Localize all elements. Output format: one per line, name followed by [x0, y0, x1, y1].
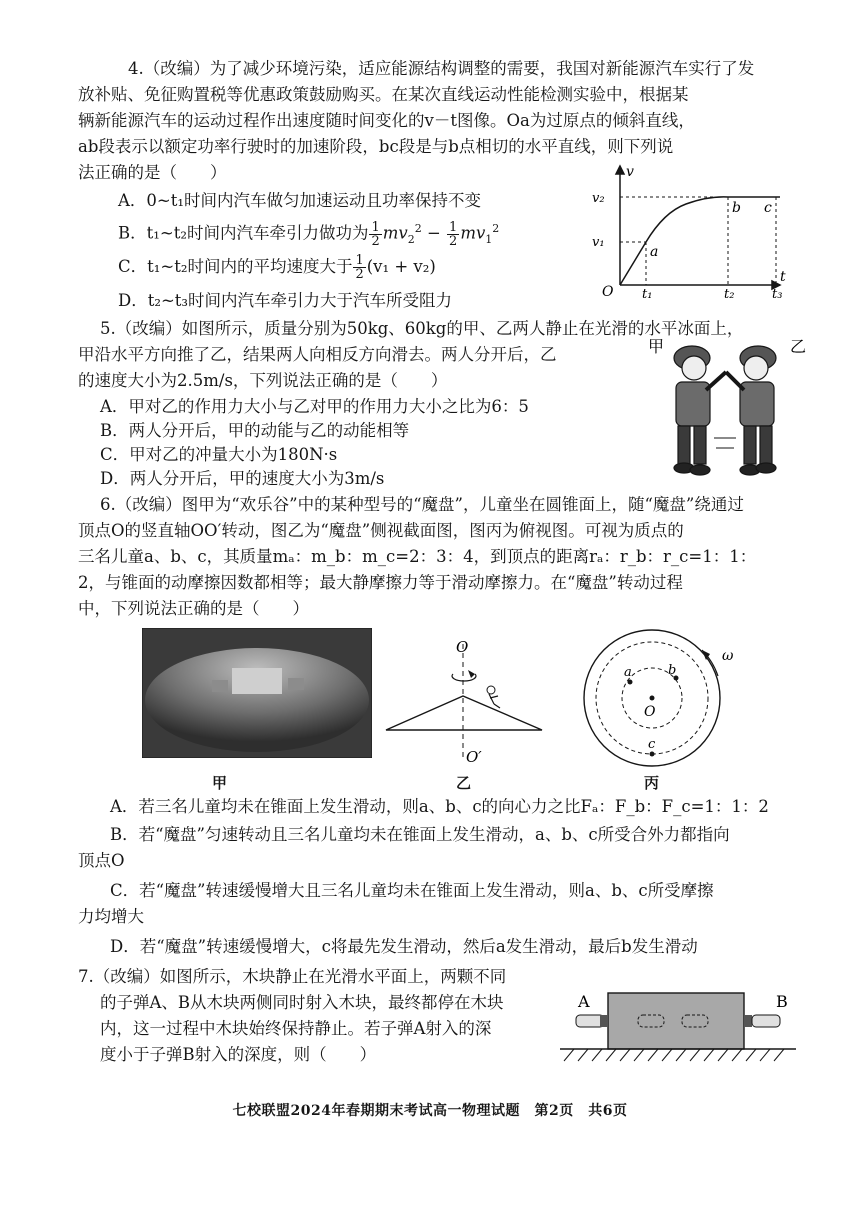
q5-option-d: D．两人分开后，甲的速度大小为3m/s	[100, 469, 385, 488]
page-footer: 七校联盟2024年春期期末考试高一物理试题 第2页 共6页	[232, 1103, 628, 1119]
q4-option-b-text: B．t₁~t₂时间内汽车牵引力做功为	[118, 223, 369, 243]
q5-line-1: 5.（改编）如图所示，质量分别为50kg、60kg的甲、乙两人静止在光滑的水平冰面上，	[100, 319, 744, 338]
q5-option-b: B．两人分开后，甲的动能与乙的动能相等	[100, 421, 410, 440]
v1-label: v₁	[592, 235, 605, 250]
magic-disc-side-view	[376, 634, 554, 764]
q6-option-b-cont: 顶点O	[78, 851, 125, 870]
q4-line-4: ab段表示以额定功率行驶时的加速阶段，bc段是与b点相切的水平直线，则下列说	[78, 137, 674, 156]
axis-t-label: t	[780, 269, 786, 285]
bullet-B-label: B	[776, 992, 788, 1011]
v2-label: v₂	[592, 191, 605, 206]
omega-label: ω	[722, 648, 734, 664]
q4-option-d: D．t₂~t₃时间内汽车牵引力大于汽车所受阻力	[118, 291, 453, 310]
magic-disc-photo	[142, 628, 372, 758]
q6-line-2: 顶点O的竖直轴OO′转动，图乙为“魔盘”侧视截面图，图丙为俯视图。可视为质点的	[78, 521, 684, 540]
q5-line-2: 甲沿水平方向推了乙，结果两人向相反方向滑去。两人分开后，乙	[78, 345, 557, 364]
skaters-illustration	[640, 330, 810, 490]
q4-line-5: 法正确的是（ ）	[78, 163, 227, 182]
q4-option-b: B．t₁~t₂时间内汽车牵引力做功为 $\frac{1}{2}$ $mv_2^2$ − $\frac{1}{2}$ $mv_1^2$	[118, 219, 500, 249]
child-a-label: a	[624, 665, 632, 680]
q6-line-4: 2，与锥面的动摩擦因数都相等；最大静摩擦力等于滑动摩擦力。在“魔盘”转动过程	[78, 573, 683, 592]
vt-graph	[580, 160, 790, 300]
skater-jia-label: 甲	[648, 337, 665, 356]
child-b-label: b	[668, 663, 677, 678]
q7-line-4: 度小于子弹B射入的深度，则（ ）	[100, 1045, 377, 1064]
q6-line-3: 三名儿童a、b、c，其质量mₐ：m_b：m_c=2：3：4，到顶点的距离rₐ：r_b：r_c=1：1：	[78, 547, 757, 566]
t3-label: t₃	[772, 287, 783, 300]
skater-yi-label: 乙	[790, 337, 807, 356]
t2-label: t₂	[724, 287, 735, 300]
q5-option-c: C．甲对乙的冲量大小为180N·s	[100, 445, 338, 464]
q6-option-b: B．若“魔盘”匀速转动且三名儿童均未在锥面上发生滑动，a、b、c所受合外力都指向	[110, 825, 730, 844]
q7-line-1: 7.（改编）如图所示，木块静止在光滑水平面上，两颗不同	[78, 967, 507, 986]
q6-line-1: 6.（改编）图甲为“欢乐谷”中的某种型号的“魔盘”，儿童坐在圆锥面上，随“魔盘”绕通过	[100, 495, 744, 514]
t1-label: t₁	[642, 287, 653, 300]
q4-option-c: C．t₁~t₂时间内的平均速度大于 $\frac{1}{2}$ (v₁ + v₂)	[118, 253, 436, 282]
q6-option-d: D．若“魔盘”转速缓慢增大，c将最先发生滑动，然后a发生滑动，最后b发生滑动	[110, 937, 698, 956]
child-c-label: c	[648, 737, 656, 752]
axis-O-label: O	[456, 638, 469, 656]
origin-label: O	[602, 284, 614, 300]
fig-label-bing: 丙	[644, 774, 660, 792]
q4-option-a: A．0~t₁时间内汽车做匀加速运动且功率保持不变	[118, 191, 481, 210]
fig-label-jia: 甲	[212, 774, 228, 792]
q6-option-c-cont: 力均增大	[78, 907, 144, 926]
block-bullets-diagram	[560, 985, 800, 1065]
bullet-A-label: A	[578, 992, 590, 1011]
q6-option-a: A．若三名儿童均未在锥面上发生滑动，则a、b、c的向心力之比Fₐ：F_b：F_c=1：1：2	[110, 797, 769, 816]
q4-line-3: 辆新能源汽车的运动过程作出速度随时间变化的v－t图像。Oa为过原点的倾斜直线，	[78, 111, 695, 130]
fig-label-yi: 乙	[456, 774, 472, 792]
q6-line-5: 中，下列说法正确的是（ ）	[78, 599, 309, 618]
center-O-label: O	[644, 704, 656, 720]
q4-option-c-text: C．t₁~t₂时间内的平均速度大于	[118, 257, 353, 276]
q6-option-c: C．若“魔盘”转速缓慢增大且三名儿童均未在锥面上发生滑动，则a、b、c所受摩擦	[110, 881, 714, 900]
axis-v-label: v	[626, 164, 634, 180]
axis-O-prime-label: O′	[466, 748, 482, 764]
magic-disc-top-view	[580, 628, 780, 768]
q7-line-3: 内，这一过程中木块始终保持静止。若子弹A射入的深	[100, 1019, 492, 1038]
q4-option-c-tail: (v₁ + v₂)	[366, 257, 436, 276]
q7-line-2: 的子弹A、B从木块两侧同时射入木块，最终都停在木块	[100, 993, 504, 1012]
q4-line-2: 放补贴、免征购置税等优惠政策鼓励购买。在某次直线运动性能检测实验中，根据某	[78, 85, 689, 104]
point-a-label: a	[650, 244, 659, 260]
q5-option-a: A．甲对乙的作用力大小与乙对甲的作用力大小之比为6：5	[100, 397, 529, 416]
point-b-label: b	[732, 200, 741, 216]
point-c-label: c	[764, 200, 772, 216]
q4-line-1: 4.（改编）为了减少环境污染，适应能源结构调整的需要，我国对新能源汽车实行了发	[128, 59, 755, 78]
q5-line-3: 的速度大小为2.5m/s，下列说法正确的是（ ）	[78, 371, 448, 390]
